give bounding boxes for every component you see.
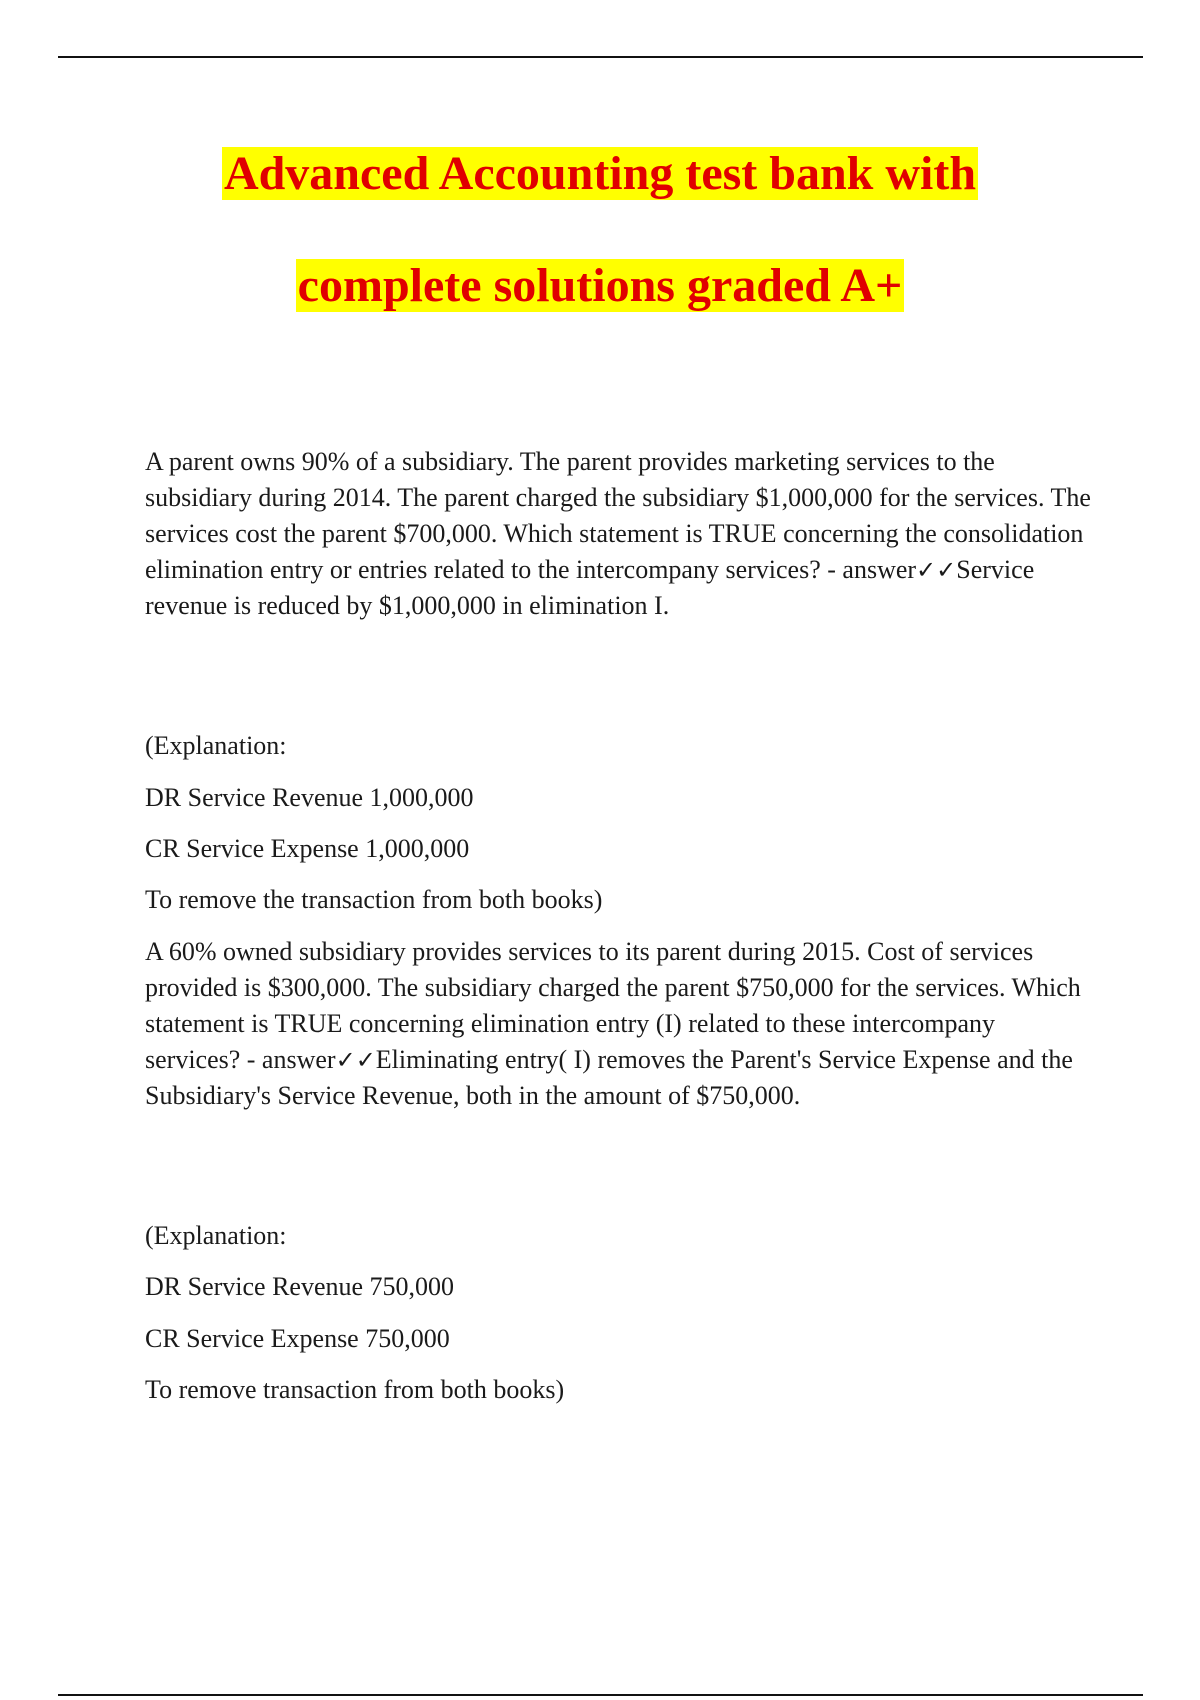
title-highlight-2: complete solutions graded A+	[297, 259, 903, 312]
question-2	[145, 934, 1095, 1114]
explanation-2-line-4: To remove transaction from both books)	[145, 1375, 565, 1404]
explanation-2-line-2: DR Service Revenue 750,000	[145, 1272, 455, 1301]
top-rule	[58, 56, 1143, 58]
check-mark-icon: ✓✓	[916, 556, 957, 584]
check-mark-icon: ✓✓	[335, 1046, 376, 1074]
document-title-line-1	[0, 146, 1200, 202]
explanation-2-line-3: CR Service Expense 750,000	[145, 1324, 450, 1353]
explanation-1-line-1: (Explanation:	[145, 731, 287, 760]
explanation-1-line-4: To remove the transaction from both books)	[145, 885, 603, 914]
question-1	[145, 444, 1095, 624]
answer-2-text: Eliminating entry( I) removes the Parent's Service Expense and the Subsidiary's Service Revenue, both in the amount of $750,000.	[145, 1045, 1073, 1110]
question-1-text: A parent owns 90% of a subsidiary. The parent provides marketing services to the subsidiary during 2014. The parent charged the subsidiary $1,000,000 for the services. The services cost the parent $700,000. Which statement is TRUE concerning the consolidation elimination entry or entries related to the intercompany services? - answer	[145, 447, 1091, 584]
explanation-1-line-2: DR Service Revenue 1,000,000	[145, 783, 474, 812]
answer-1-text: Service revenue is reduced by $1,000,000 in elimination I.	[145, 555, 1035, 620]
explanation-2-line-1: (Explanation:	[145, 1221, 287, 1250]
explanation-1-line-3: CR Service Expense 1,000,000	[145, 834, 470, 863]
title-highlight-1: Advanced Accounting test bank with	[223, 147, 977, 200]
question-2-text: A 60% owned subsidiary provides services to its parent during 2015. Cost of services provided is $300,000. The subsidiary charged the parent $750,000 for the services. Which statement is TRUE concerning elimination entry (I) related to these intercompany services? - answer	[145, 937, 1081, 1074]
bottom-rule	[58, 1694, 1143, 1696]
document-title-line-2	[0, 258, 1200, 314]
